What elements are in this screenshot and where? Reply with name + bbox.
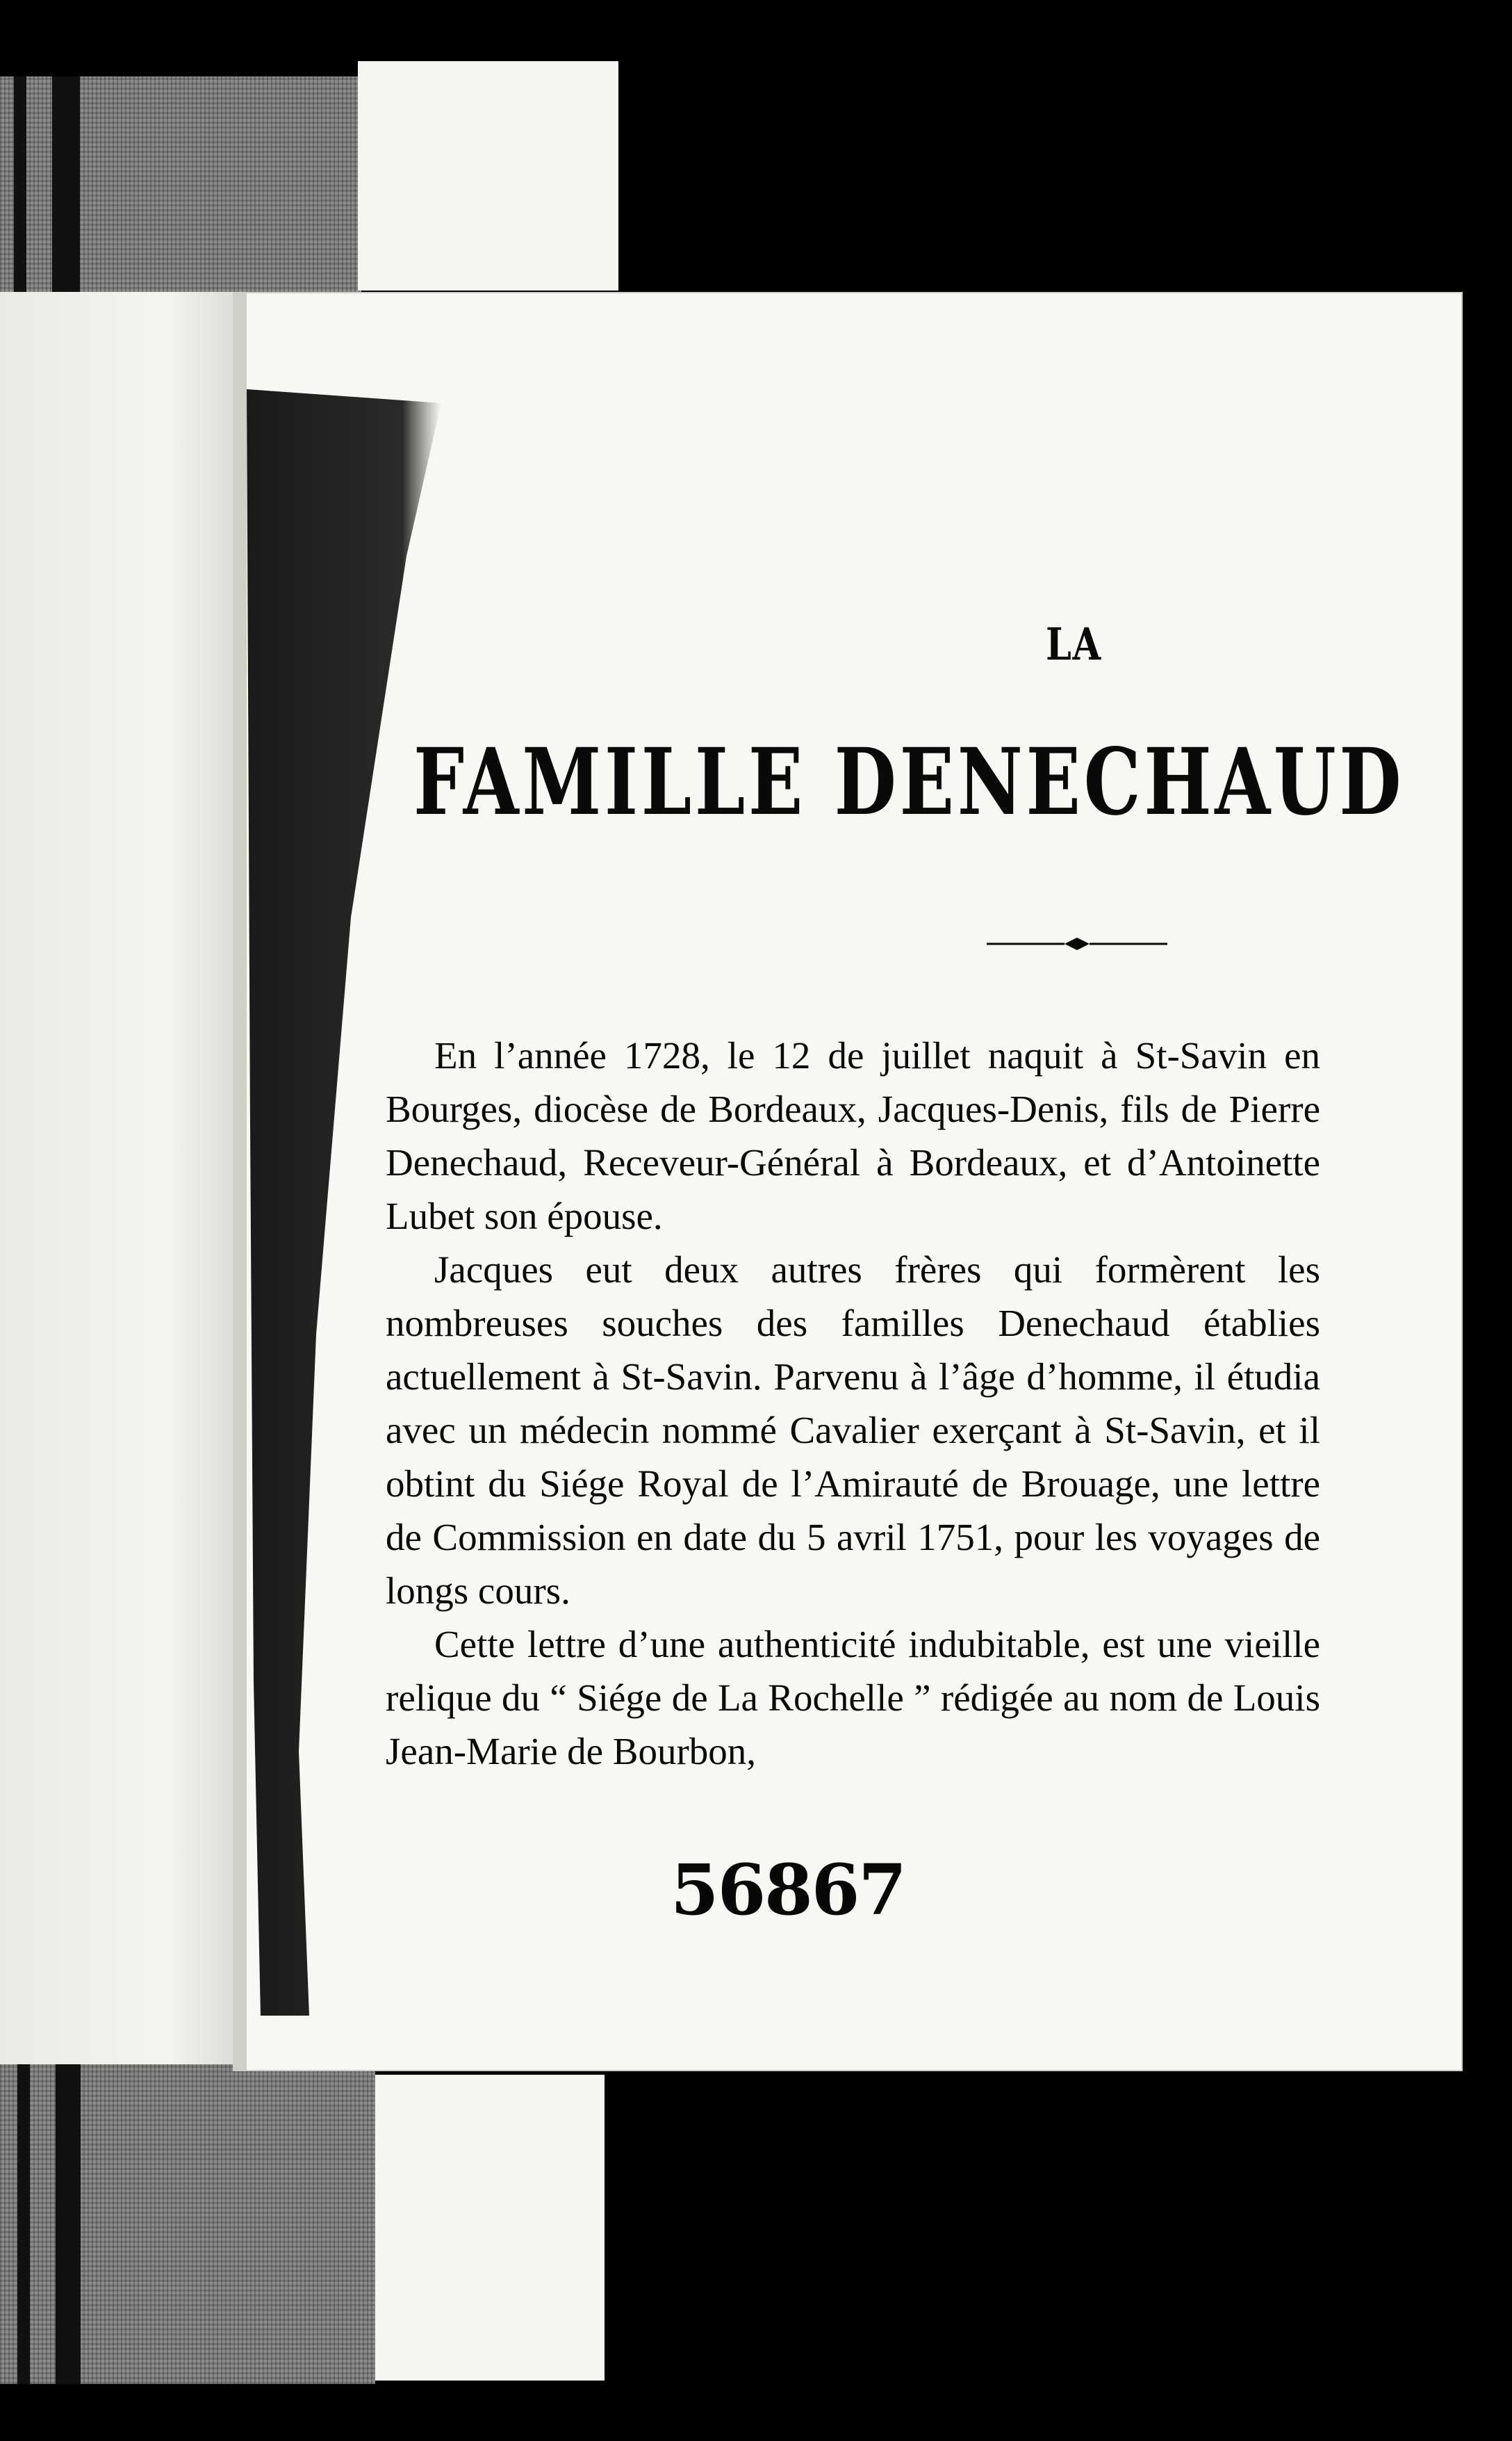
book-page bbox=[233, 292, 1463, 2071]
stamp-number: 56867 bbox=[671, 1849, 905, 1931]
paper-tab-bottom bbox=[375, 2075, 605, 2381]
heading-small: LA bbox=[1046, 619, 1102, 671]
spine-stripe bbox=[52, 76, 80, 299]
spine-stripe bbox=[56, 2057, 81, 2384]
body-text bbox=[386, 1029, 1320, 1778]
paper-tab-top bbox=[358, 61, 618, 291]
paragraph: En l’année 1728, le 12 de juillet naquit à St-Savin en Bourges, diocèse de Bordeaux, Jacques-Denis, fils de Pierre Denechaud, Receveur-Général à Bordeaux, et d’Antoinette Lubet son épouse. bbox=[386, 1034, 1320, 1237]
spine-stripe bbox=[17, 2057, 30, 2384]
spine-stripe bbox=[14, 76, 26, 299]
page-title: FAMILLE DENECHAUD bbox=[413, 728, 1405, 836]
paragraph: Cette lettre d’une authenticité indubitable, est une vieille relique du “ Siége de La Rochelle ” rédigée au nom de Louis Jean-Marie de Bourbon, bbox=[386, 1623, 1320, 1772]
paragraph: Jacques eut deux autres frères qui formèrent les nombreuses souches des familles Denechaud établies actuellement à St-Savin. Parvenu à l’âge d’homme, il étudia avec un médecin nommé Cavalier exerçant à St-Savin, et il obtint du Siége Royal de l’Amirauté de Brouage, une lettre de Commission en date du 5 avril 1751, pour les voyages de longs cours. bbox=[386, 1248, 1320, 1612]
facing-page bbox=[0, 292, 236, 2064]
ornament-divider bbox=[987, 930, 1167, 958]
page-content bbox=[233, 292, 1463, 2071]
